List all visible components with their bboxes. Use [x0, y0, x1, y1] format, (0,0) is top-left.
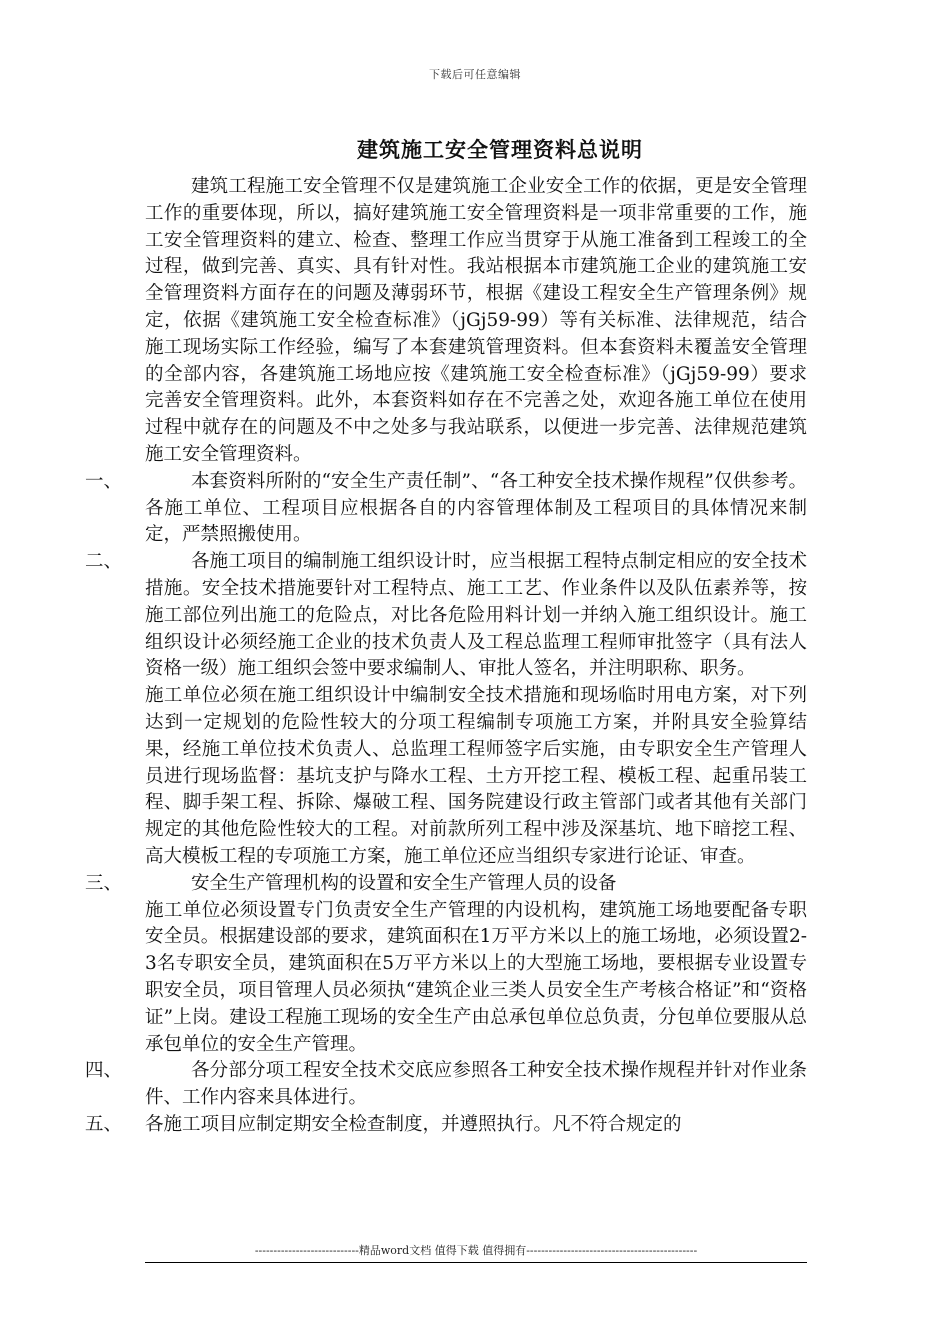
list-marker: 二、 — [85, 551, 123, 573]
list-marker: 五、 — [85, 1113, 123, 1135]
list-item-continuation: 施工单位必须设置专门负责安全生产管理的内设机构，建筑施工场地要配备专职安全员。根据建设部的要求，建筑面积在1万平方米以上的施工场地，必须设置2-3名专职安全员，建筑面积在5万平方米以上的大型施工场地，要根据专业设置专职安全员，项目管理人员必须执“建筑企业三类人员安全生产考核合格证”和“资格证”上岗。建设工程施工现场的安全生产由总承包单位总负责，分包单位要服从总承包单位的安全生产管理。 — [145, 899, 807, 1055]
list-item-text: 各施工项目的编制施工组织设计时，应当根据工程特点制定相应的安全技术措施。安全技术措施要针对工程特点、施工工艺、作业条件以及队伍素养等，按施工部位列出施工的危险点，对比各危险用料计划一并纳入施工组织设计。施工组织设计必须经施工企业的技术负责人及工程总监理工程师审批签字（具有法人资格一级）施工组织会签中要求编制人、审批人签名，并注明职称、职务。 — [145, 551, 807, 680]
list-marker: 四、 — [85, 1060, 123, 1082]
list-item-text: 各分部分项工程安全技术交底应参照各工种安全技术操作规程并针对作业条件、工作内容来具体进行。 — [145, 1060, 807, 1109]
list-item-5 — [85, 1112, 807, 1139]
list-item-3 — [85, 871, 807, 1059]
list-item-1 — [85, 469, 807, 549]
page-header: 下载后可任意编辑 — [429, 68, 521, 81]
list-item-text: 安全生产管理机构的设置和安全生产管理人员的设备 — [191, 872, 617, 894]
intro-paragraph: 建筑工程施工安全管理不仅是建筑施工企业安全工作的依据，更是安全管理工作的重要体现，所以，搞好建筑施工安全管理资料是一项非常重要的工作，施工安全管理资料的建立、检查、整理工作应当贯穿于从施工准备到工程竣工的全过程，做到完善、真实、具有针对性。我站根据本市建筑施工企业的建筑施工安全管理资料方面存在的问题及薄弱环节，根据《建设工程安全生产管理条例》规定，依据《建筑施工安全检查标准》（jGj59-99）等有关标准、法律规范，结合施工现场实际工作经验，编写了本套建筑管理资料。但本套资料未覆盖安全管理的全部内容，各建筑施工场地应按《建筑施工安全检查标准》（jGj59-99）要求完善安全管理资料。此外，本套资料如存在不完善之处，欢迎各施工单位在使用过程中就存在的问题及不中之处多与我站联系，以便进一步完善、法律规范建筑施工安全管理资料。 — [145, 176, 807, 465]
list-marker: 三、 — [85, 872, 123, 894]
page-footer: ----------------------------精品word文档 值得下载 值得拥有---------------------------------------------- — [254, 1244, 698, 1257]
list-item-4 — [85, 1058, 807, 1112]
list-marker: 一、 — [85, 470, 123, 492]
list-item-continuation: 施工单位必须在施工组织设计中编制安全技术措施和现场临时用电方案，对下列达到一定规划的危险性较大的分项工程编制专项施工方案，并附具安全验算结果，经施工单位技术负责人、总监理工程师签字后实施，由专职安全生产管理人员进行现场监督：基坑支护与降水工程、土方开挖工程、模板工程、起重吊装工程、脚手架工程、拆除、爆破工程、国务院建设行政主管部门或者其他有关部门规定的其他危险性较大的工程。对前款所列工程中涉及深基坑、地下暗挖工程、高大模板工程的专项施工方案，施工单位还应当组织专家进行论证、审查。 — [145, 685, 807, 867]
document-body — [85, 174, 807, 1139]
footer-divider — [145, 1262, 807, 1263]
list-item-text: 本套资料所附的“安全生产责任制”、“各工种安全技术操作规程”仅供参考。各施工单位、工程项目应根据各自的内容管理体制及工程项目的具体情况来制定，严禁照搬使用。 — [145, 470, 807, 546]
list-item-2 — [85, 549, 807, 871]
list-item-text: 各施工项目应制定期安全检查制度，并遵照执行。凡不符合规定的 — [145, 1113, 682, 1135]
document-title: 建筑施工安全管理资料总说明 — [357, 137, 643, 162]
